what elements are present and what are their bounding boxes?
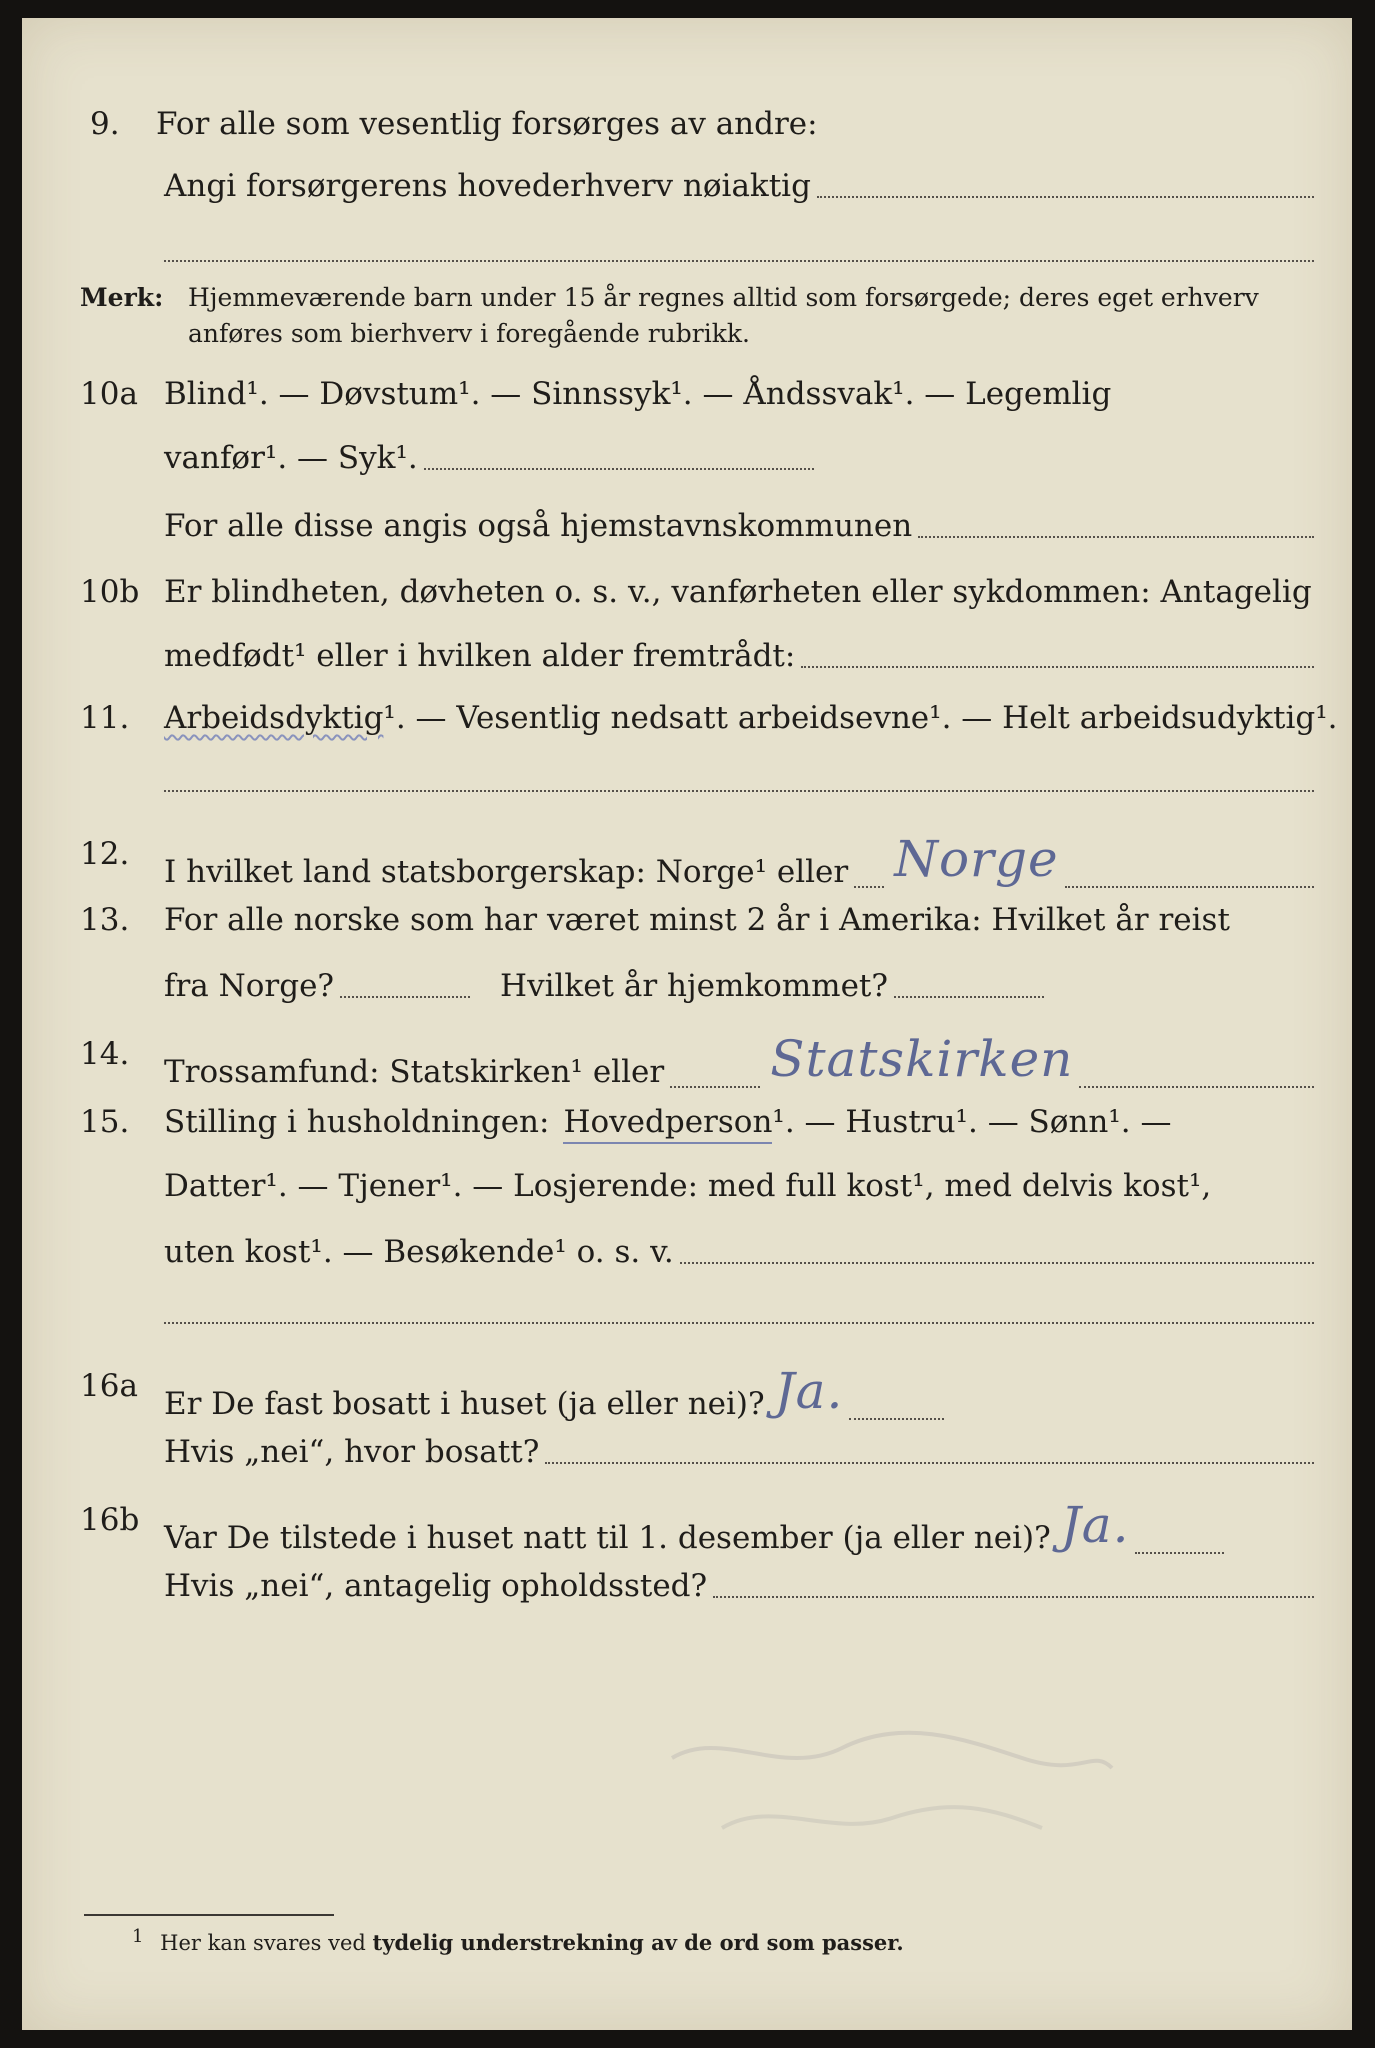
q16b-opholdssted-line[interactable]: [713, 1596, 1314, 1598]
q16b-line1: [164, 1496, 1224, 1560]
q16a-line1-text: Er De fast bosatt i huset (ja eller nei)?: [164, 1386, 765, 1422]
q11-line: [164, 700, 1338, 736]
q14-line: [164, 1030, 1314, 1094]
q13-reist-line[interactable]: [340, 996, 470, 998]
q12-text: I hvilket land statsborgerskap: Norge¹ eller: [164, 854, 849, 890]
merk-label: Merk:: [80, 283, 164, 312]
footnote: [132, 1926, 904, 1955]
q14-text: Trossamfund: Statskirken¹ eller: [164, 1054, 665, 1090]
q13-line1: For alle norske som har været minst 2 år i Amerika: Hvilket år reist: [164, 902, 1230, 938]
q11-extra-line[interactable]: [164, 790, 1314, 792]
q12-number: 12.: [80, 836, 130, 872]
q10b-line2: [164, 638, 1314, 674]
q11-rest: ¹. — Vesentlig nedsatt arbeidsevne¹. — Helt arbeidsudyktig¹.: [383, 700, 1338, 736]
q9-line2-text: Angi forsørgerens hovederhverv nøiaktig: [164, 168, 811, 204]
q16a-answer-line[interactable]: [849, 1418, 944, 1420]
q16a-line2-text: Hvis „nei“, hvor bosatt?: [164, 1434, 540, 1470]
q10a-line3-text: For alle disse angis også hjemstavnskommunen: [164, 508, 913, 544]
q10a-line2: [164, 440, 814, 476]
q11-arbeidsdyktig-option[interactable]: Arbeidsdyktig: [164, 700, 384, 736]
merk-line2: anføres som bierhverv i foregående rubrikk.: [188, 319, 750, 348]
footnote-mark: 1: [132, 1926, 144, 1947]
q9-answer-line[interactable]: [817, 196, 1314, 198]
q13-line2b: Hvilket år hjemkommet?: [500, 968, 889, 1004]
q15-number: 15.: [80, 1104, 130, 1140]
footnote-text-b: tydelig understrekning av de ord som passer.: [372, 1930, 904, 1955]
q16a-line1: [164, 1362, 944, 1426]
q15-line3-text: uten kost¹. — Besøkende¹ o. s. v.: [164, 1234, 674, 1270]
q15-line1a: Stilling i husholdningen:: [164, 1104, 550, 1140]
q10a-syk-line[interactable]: [424, 468, 814, 470]
q15-answer-line[interactable]: [680, 1262, 1314, 1264]
q10a-hjemstavn-line[interactable]: [918, 536, 1314, 538]
q15-line3: [164, 1234, 1314, 1270]
q10a-line3: [164, 508, 1314, 544]
q15-extra-line[interactable]: [164, 1322, 1314, 1324]
q15-line1: [164, 1104, 1172, 1144]
q13-line2a: fra Norge?: [164, 968, 335, 1004]
q10a-line2-text: vanfør¹. — Syk¹.: [164, 440, 418, 476]
q12-lead-dots: [854, 886, 884, 888]
q15-hovedperson-option[interactable]: Hovedperson: [563, 1104, 772, 1144]
q13-hjemkommet-line[interactable]: [894, 996, 1044, 998]
q10b-number: 10b: [80, 574, 140, 610]
q12-answer[interactable]: Norge: [894, 830, 1059, 888]
q13-number: 13.: [80, 902, 130, 938]
q16a-bosatt-line[interactable]: [545, 1462, 1314, 1464]
q15-line1b: ¹. — Hustru¹. — Sønn¹. —: [772, 1104, 1172, 1140]
q15-line2: Datter¹. — Tjener¹. — Losjerende: med full kost¹, med delvis kost¹,: [164, 1168, 1212, 1204]
q9-line1: For alle som vesentlig forsørges av andre:: [156, 106, 818, 142]
q10a-number: 10a: [80, 376, 138, 412]
q10a-line1: Blind¹. — Døvstum¹. — Sinnssyk¹. — Åndssvak¹. — Legemlig: [164, 376, 1112, 412]
q10b-answer-line[interactable]: [801, 666, 1314, 668]
q16b-answer-line[interactable]: [1135, 1552, 1224, 1554]
q9-line2: [164, 168, 1314, 204]
q13-line2: [164, 968, 1044, 1004]
footnote-text-a: Her kan svares ved: [160, 1931, 366, 1955]
q14-lead-dots: [670, 1086, 760, 1088]
footnote-rule: [84, 1914, 334, 1916]
bleed-through-marks: [662, 1718, 1122, 1848]
q9-number: 9.: [90, 106, 120, 142]
q12-line: [164, 830, 1314, 894]
q10b-line2-text: medfødt¹ eller i hvilken alder fremtrådt:: [164, 638, 796, 674]
q14-answer-line[interactable]: [1079, 1086, 1314, 1088]
q16b-line2-text: Hvis „nei“, antagelig opholdssted?: [164, 1568, 708, 1604]
q16b-number: 16b: [80, 1502, 140, 1538]
q16b-line2: [164, 1568, 1314, 1604]
q16b-line1-text: Var De tilstede i huset natt til 1. desember (ja eller nei)?: [164, 1520, 1051, 1556]
q14-answer[interactable]: Statskirken: [770, 1030, 1074, 1088]
merk-line1: Hjemmeværende barn under 15 år regnes alltid som forsørgede; deres eget erhverv: [188, 283, 1259, 312]
q16b-answer[interactable]: Ja.: [1060, 1496, 1130, 1554]
census-form-page: [22, 18, 1352, 2030]
q9-extra-line[interactable]: [164, 260, 1314, 262]
q10b-line1: Er blindheten, døvheten o. s. v., vanførheten eller sykdommen: Antagelig: [164, 574, 1312, 610]
q16a-number: 16a: [80, 1368, 138, 1404]
q12-answer-line[interactable]: [1065, 886, 1314, 888]
q11-number: 11.: [80, 700, 130, 736]
q16a-answer[interactable]: Ja.: [774, 1362, 844, 1420]
q16a-line2: [164, 1434, 1314, 1470]
q14-number: 14.: [80, 1036, 130, 1072]
